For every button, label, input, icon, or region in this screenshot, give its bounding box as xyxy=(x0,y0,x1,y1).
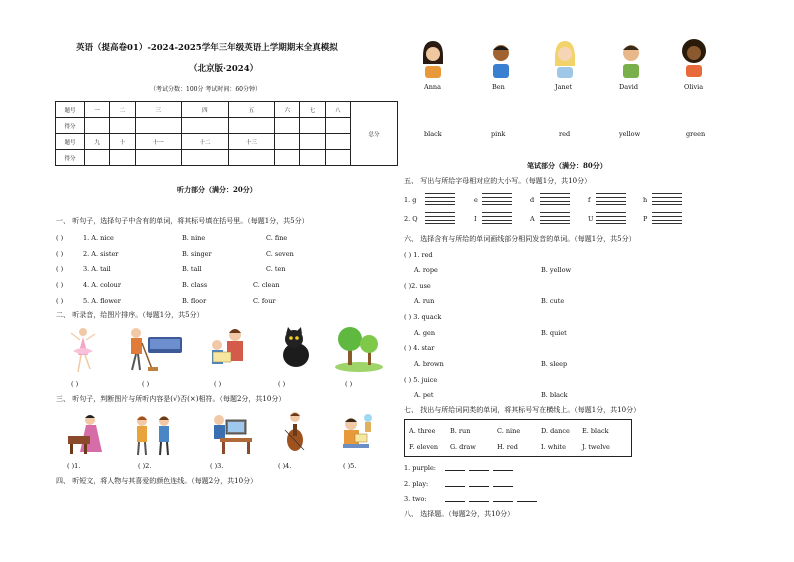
letter-prompt: 2. Q xyxy=(404,215,418,223)
person-name-olivia: Olivia xyxy=(684,83,704,91)
letter-prompt: h xyxy=(643,196,648,204)
option-c: C. clean xyxy=(253,281,280,289)
q6-option-a: A. rope xyxy=(414,266,438,274)
option-a: 5. A. flower xyxy=(83,297,121,305)
mother-reading-picture xyxy=(205,325,250,370)
handwriting-lines[interactable] xyxy=(482,212,512,226)
answer-blank[interactable] xyxy=(445,486,465,487)
option-a: 2. A. sister xyxy=(83,250,119,258)
ben-avatar xyxy=(488,40,514,78)
option-b: B. tall xyxy=(182,265,202,273)
order-paren[interactable]: ( ) xyxy=(214,380,222,388)
score-table-cell: 六 xyxy=(275,102,300,118)
q6-question[interactable]: ( )2. use xyxy=(404,282,431,290)
score-table-cell: 九 xyxy=(85,134,110,150)
ballerina-picture xyxy=(68,325,98,375)
q6-option-b: B. yellow xyxy=(541,266,572,274)
q7-title: 七、 找出与所给词同类的单词，将其标号写在横线上。（每题1分，共10分） xyxy=(404,406,641,414)
title-line-1: 英语（提高卷01）-2024-2025学年三年级英语上学期期末全真模拟 xyxy=(76,43,338,53)
order-paren[interactable]: ( ) xyxy=(278,380,286,388)
answer-paren[interactable]: ( ) xyxy=(56,265,64,273)
trees-picture xyxy=(333,323,385,373)
order-paren[interactable]: ( ) xyxy=(142,380,150,388)
judge-paren[interactable]: ( )2. xyxy=(138,462,152,470)
two-children-picture xyxy=(128,413,180,458)
handwriting-lines[interactable] xyxy=(425,212,455,226)
q6-question[interactable]: ( ) 4. star xyxy=(404,344,435,352)
option-b: B. singer xyxy=(182,250,212,258)
answer-paren[interactable]: ( ) xyxy=(56,234,64,242)
option-a: 3. A. tail xyxy=(83,265,111,273)
word-bank-item: G. draw xyxy=(450,443,476,451)
q4-title: 四、 听短文，将人物与其喜爱的颜色连线。（每题2分，共10分） xyxy=(56,477,258,485)
answer-blank[interactable] xyxy=(445,470,465,471)
letter-prompt: f xyxy=(588,196,591,204)
option-a: 4. A. colour xyxy=(83,281,121,289)
score-table xyxy=(55,101,398,166)
answer-paren[interactable]: ( ) xyxy=(56,250,64,258)
q6-option-b: B. cute xyxy=(541,297,565,305)
word-bank-item: B. run xyxy=(450,427,471,435)
score-table-cell: 四 xyxy=(182,102,229,118)
handwriting-lines[interactable] xyxy=(540,193,570,207)
person-name-ben: Ben xyxy=(492,83,505,91)
word-bank-item: A. three xyxy=(409,427,436,435)
guzheng-girl-picture xyxy=(64,412,109,457)
q6-question[interactable]: ( ) 3. quack xyxy=(404,313,442,321)
person-name-janet: Janet xyxy=(555,83,573,91)
letter-prompt: P xyxy=(643,215,648,223)
answer-blank[interactable] xyxy=(445,501,465,502)
order-paren[interactable]: ( ) xyxy=(345,380,353,388)
handwriting-lines[interactable] xyxy=(652,212,682,226)
letter-prompt: U xyxy=(588,215,594,223)
violin-picture xyxy=(282,410,308,456)
score-table-cell: 二 xyxy=(110,102,135,118)
score-table-cell: 七 xyxy=(300,102,325,118)
black-cat-picture xyxy=(276,325,314,370)
score-table-cell: 三 xyxy=(135,102,182,118)
q6-question[interactable]: ( ) 1. red xyxy=(404,251,433,259)
q5-title: 五、 写出与所给字母相对应的大小写。（每题1分，共10分） xyxy=(404,177,592,185)
anna-avatar xyxy=(420,40,446,78)
answer-blank[interactable] xyxy=(517,501,537,502)
q2-title: 二、 听录音，给图片排序。（每题1分，共5分） xyxy=(56,311,204,319)
word-bank-item: F. eleven xyxy=(409,443,439,451)
handwriting-lines[interactable] xyxy=(540,212,570,226)
color-word-yellow[interactable]: yellow xyxy=(619,130,641,138)
answer-blank[interactable] xyxy=(469,501,489,502)
q1-title: 一、 听句子，选择句子中含有的单词，将其标号填在括号里。（每题1分，共5分） xyxy=(56,217,309,225)
word-bank-item: I. white xyxy=(541,443,566,451)
handwriting-lines[interactable] xyxy=(596,193,626,207)
score-table-cell: 十一 xyxy=(135,134,182,150)
answer-paren[interactable]: ( ) xyxy=(56,281,64,289)
score-table-label: 得分 xyxy=(56,150,85,166)
score-table-label: 题号 xyxy=(56,134,85,150)
q6-option-a: A. pet xyxy=(414,391,434,399)
answer-blank[interactable] xyxy=(469,470,489,471)
judge-paren[interactable]: ( )4. xyxy=(278,462,292,470)
option-c: C. ten xyxy=(266,265,286,273)
score-table-label: 得分 xyxy=(56,118,85,134)
q6-option-a: A. run xyxy=(414,297,435,305)
answer-blank[interactable] xyxy=(493,501,513,502)
q6-option-b: B. quiet xyxy=(541,329,567,337)
answer-paren[interactable]: ( ) xyxy=(56,297,64,305)
score-table-cell: 一 xyxy=(85,102,110,118)
color-word-green[interactable]: green xyxy=(686,130,706,138)
letter-prompt: A xyxy=(530,215,535,223)
score-table-cell: 五 xyxy=(228,102,275,118)
olivia-avatar xyxy=(680,38,708,78)
option-b: B. floor xyxy=(182,297,207,305)
person-name-anna: Anna xyxy=(424,83,441,91)
handwriting-lines[interactable] xyxy=(652,193,682,207)
word-bank-item: C. nine xyxy=(497,427,521,435)
exam-info: （考试分数：100分 考试时间：60分钟） xyxy=(150,86,261,93)
score-table-cell: 十二 xyxy=(182,134,229,150)
total-score-cell: 总分 xyxy=(351,102,398,166)
word-bank-item: D. dance xyxy=(541,427,570,435)
answer-blank[interactable] xyxy=(493,486,513,487)
q6-option-b: B. black xyxy=(541,391,568,399)
q7-line-label: 2. play: xyxy=(404,480,429,488)
person-name-david: David xyxy=(619,83,638,91)
q6-option-a: A. brown xyxy=(414,360,444,368)
option-b: B. nine xyxy=(182,234,206,242)
cleaning-floor-picture xyxy=(120,323,190,373)
score-table-cell: 八 xyxy=(325,102,350,118)
judge-paren[interactable]: ( )1. xyxy=(67,462,81,470)
q7-line-label: 1. purple: xyxy=(404,464,436,472)
color-word-black[interactable]: black xyxy=(424,130,442,138)
judge-paren[interactable]: ( )5. xyxy=(343,462,357,470)
color-word-pink[interactable]: pink xyxy=(491,130,506,138)
letter-prompt: 1. g xyxy=(404,196,417,204)
computer-desk-picture xyxy=(206,410,254,456)
listening-heading: 听力部分（满分：20分） xyxy=(177,185,257,194)
letter-prompt: I xyxy=(474,215,477,223)
q7-line-label: 3. two: xyxy=(404,495,427,503)
letter-prompt: e xyxy=(474,196,478,204)
q6-title: 六、 选择含有与所给的单词画线部分相同发音的单词。（每题1分，共5分） xyxy=(404,235,636,243)
option-a: 1. A. nice xyxy=(83,234,114,242)
option-c: C. fine xyxy=(266,234,288,242)
word-bank-item: J. twelve xyxy=(582,443,610,451)
color-word-red[interactable]: red xyxy=(559,130,571,138)
answer-blank[interactable] xyxy=(493,470,513,471)
q6-option-a: A. gen xyxy=(414,329,436,337)
order-paren[interactable]: ( ) xyxy=(71,380,79,388)
score-table-label: 题号 xyxy=(56,102,85,118)
q6-question[interactable]: ( ) 5. juice xyxy=(404,376,438,384)
option-c: C. seven xyxy=(266,250,294,258)
score-table-cell: 十三 xyxy=(228,134,275,150)
answer-blank[interactable] xyxy=(469,486,489,487)
handwriting-lines[interactable] xyxy=(425,193,455,207)
q8-title: 八、 选择题。（每题2分，共10分） xyxy=(404,510,515,518)
handwriting-lines[interactable] xyxy=(482,193,512,207)
david-avatar xyxy=(618,40,644,78)
boy-reading-picture xyxy=(335,410,380,455)
q3-title: 三、 听句子，判断图片与所听内容是(√)否(×)相符。（每题2分，共10分） xyxy=(56,395,286,403)
option-b: B. class xyxy=(182,281,208,289)
word-bank-box xyxy=(404,419,632,457)
written-heading: 笔试部分（满分：80分） xyxy=(527,161,607,170)
judge-paren[interactable]: ( )3. xyxy=(210,462,224,470)
word-bank-item: E. black xyxy=(582,427,609,435)
option-c: C. four xyxy=(253,297,276,305)
janet-avatar xyxy=(552,40,578,78)
title-line-2: （北京版·2024） xyxy=(189,64,259,74)
letter-prompt: d xyxy=(530,196,535,204)
score-table-cell: 十 xyxy=(110,134,135,150)
handwriting-lines[interactable] xyxy=(596,212,626,226)
q6-option-b: B. sleep xyxy=(541,360,568,368)
word-bank-item: H. red xyxy=(497,443,518,451)
